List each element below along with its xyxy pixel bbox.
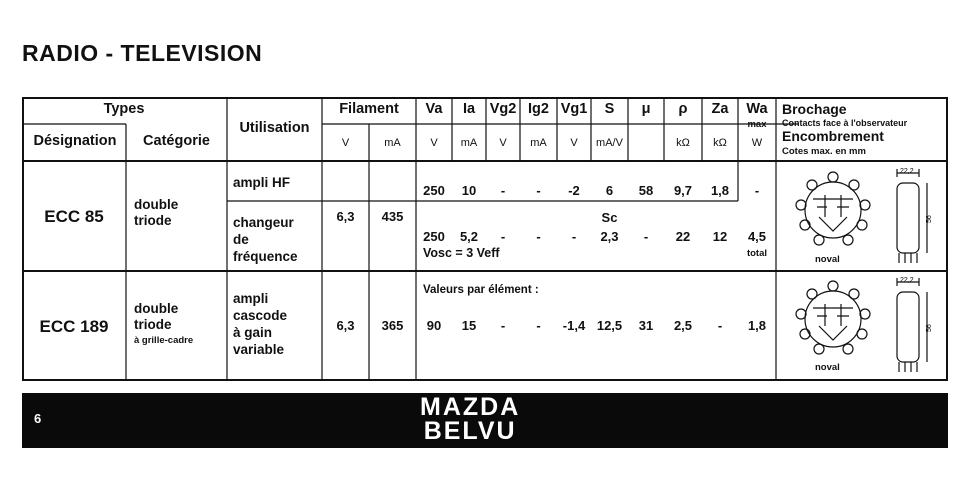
ecc189-note: Valeurs par élément : — [423, 284, 539, 296]
ecc85-base: noval — [815, 254, 840, 265]
category-ecc189: double triode — [134, 301, 179, 332]
header-filament: Filament — [339, 101, 399, 117]
ecc85-fil-ma: 435 — [381, 209, 404, 224]
header-cotes: Cotes max. en mm — [782, 146, 866, 157]
ecc85-pinout-diagram — [779, 165, 945, 269]
header-contacts: Contacts face à l'observateur — [782, 118, 908, 128]
page-title: RADIO - TELEVISION — [22, 40, 263, 66]
ecc85-r1-mu: 58 — [638, 183, 654, 198]
header-za: Za — [711, 101, 729, 117]
header-mu: μ — [641, 101, 651, 117]
tube-name-ecc189: ECC 189 — [39, 317, 109, 336]
header-vg2: Vg2 — [489, 101, 517, 117]
header-va: Va — [425, 101, 443, 117]
ecc189-rho: 2,5 — [673, 318, 693, 333]
ecc85-r2-va: 250 — [423, 229, 445, 244]
s-unit: mA/V — [596, 137, 623, 149]
wa-unit: W — [751, 137, 763, 149]
header-designation: Désignation — [33, 133, 117, 149]
ig2-unit: mA — [530, 137, 547, 149]
za-unit: kΩ — [713, 137, 727, 149]
ecc85-r2-ia: 5,2 — [459, 229, 479, 244]
ecc189-fil-ma: 365 — [381, 318, 404, 333]
ecc189-va: 90 — [426, 318, 442, 333]
header-types: Types — [103, 101, 145, 117]
brand-line-1: MAZDA — [420, 393, 521, 421]
ecc85-r1-va: 250 — [423, 183, 445, 198]
ecc85-r2-za: 12 — [712, 229, 728, 244]
ecc189-wa: 1,8 — [747, 318, 767, 333]
ecc189-s: 12,5 — [596, 318, 623, 333]
header-encombrement: Encombrement — [782, 128, 884, 144]
ecc85-r2-s: 2,3 — [600, 229, 619, 244]
footer-band — [22, 393, 948, 448]
filament-v-unit: V — [341, 137, 350, 149]
category-ecc85: double triode — [134, 197, 179, 228]
ecc189-pinout-diagram — [779, 274, 945, 378]
ecc85-r1-vg2: - — [500, 183, 506, 198]
category-note-ecc189: à grille-cadre — [134, 335, 194, 346]
ecc85-vosc: Vosc = 3 Veff — [423, 246, 500, 260]
ecc85-r1-ig2: - — [536, 183, 541, 198]
header-ig2: Ig2 — [528, 101, 549, 117]
ecc85-dim-diameter: 22,2 — [900, 168, 914, 175]
header-ia: Ia — [462, 101, 476, 117]
ecc189-vg1: -1,4 — [562, 318, 586, 333]
ecc85-r1-za: 1,8 — [710, 183, 730, 198]
tube-data-table — [22, 97, 948, 381]
ecc189-mu: 31 — [638, 318, 654, 333]
ecc85-dim-height: 56 — [926, 215, 933, 223]
header-wa: Wa — [746, 101, 768, 117]
ecc85-total-label: total — [746, 248, 768, 259]
ecc85-r2-rho: 22 — [675, 229, 691, 244]
ecc85-fil-v: 6,3 — [336, 209, 355, 224]
use-changeur: changeur de fréquence — [233, 215, 298, 264]
header-categorie: Catégorie — [143, 133, 210, 149]
rho-unit: kΩ — [676, 137, 690, 149]
ecc85-r1-wa: - — [754, 183, 760, 198]
header-rho: ρ — [678, 101, 688, 117]
header-vg1: Vg1 — [560, 101, 588, 117]
tube-name-ecc85: ECC 85 — [44, 207, 104, 226]
header-brochage: Brochage — [782, 101, 847, 117]
ecc189-vg2: - — [500, 318, 506, 333]
brand-logo — [420, 395, 520, 443]
ecc85-r2-mu: - — [643, 229, 649, 244]
ecc85-r2-sc-label: Sc — [601, 210, 618, 225]
header-s: S — [604, 101, 615, 117]
page-number: 6 — [34, 411, 42, 426]
ecc85-r1-vg1: -2 — [568, 183, 580, 198]
wa-max-label: max — [747, 119, 767, 130]
ecc189-dim-height: 56 — [926, 324, 933, 332]
brand-line-2: BELVU — [423, 417, 517, 445]
vg2-unit: V — [499, 137, 507, 149]
ia-unit: mA — [460, 137, 478, 149]
ecc85-r2-vg2: - — [500, 229, 506, 244]
header-utilisation: Utilisation — [239, 120, 310, 136]
va-unit: V — [430, 137, 438, 149]
use-ampli-hf: ampli HF — [233, 175, 291, 190]
ecc189-ia: 15 — [461, 318, 477, 333]
ecc189-fil-v: 6,3 — [336, 318, 355, 333]
ecc85-r1-ia: 10 — [461, 183, 477, 198]
ecc85-r2-ig2: - — [536, 229, 541, 244]
ecc189-dim-diameter: 22,2 — [900, 277, 914, 284]
use-ecc189: ampli cascode à gain variable — [233, 291, 288, 357]
ecc189-za: - — [717, 318, 723, 333]
ecc85-r1-rho: 9,7 — [673, 183, 693, 198]
filament-ma-unit: mA — [384, 137, 401, 149]
ecc85-r2-vg1: - — [571, 229, 577, 244]
ecc85-r1-s: 6 — [605, 183, 614, 198]
ecc85-wa-total: 4,5 — [747, 229, 767, 244]
ecc189-base: noval — [815, 362, 840, 373]
ecc189-ig2: - — [536, 318, 541, 333]
vg1-unit: V — [570, 137, 578, 149]
